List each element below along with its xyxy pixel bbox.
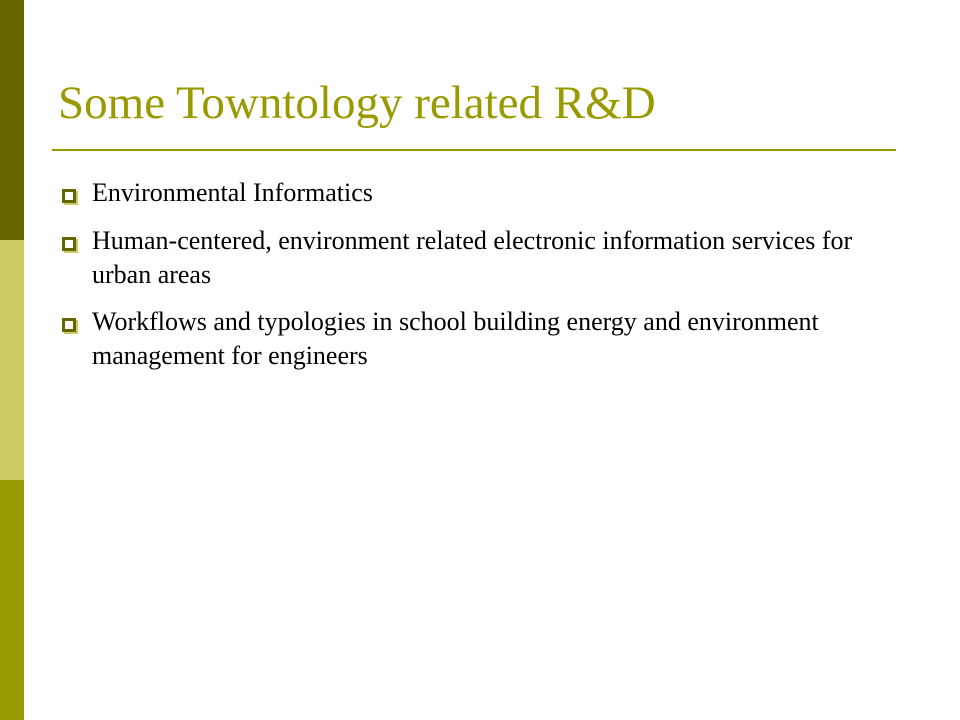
side-bar-dark-segment (0, 0, 24, 240)
side-bar-light-segment (0, 240, 24, 480)
slide-title: Some Towntology related R&D (58, 77, 656, 129)
bullet-list (62, 176, 862, 387)
bullet-item (62, 305, 862, 373)
bullet-text: Workflows and typologies in school building energy and environment management for engineers (92, 307, 819, 371)
square-bullet-icon (62, 189, 76, 203)
square-bullet-icon (62, 318, 76, 332)
side-bar-mid-segment (0, 480, 24, 720)
bullet-item (62, 176, 862, 210)
bullet-item (62, 224, 862, 292)
bullet-text: Human-centered, environment related electronic information services for urban areas (92, 225, 853, 289)
square-bullet-icon (62, 237, 76, 251)
bullet-text: Environmental Informatics (92, 178, 373, 207)
title-underline (52, 149, 896, 151)
